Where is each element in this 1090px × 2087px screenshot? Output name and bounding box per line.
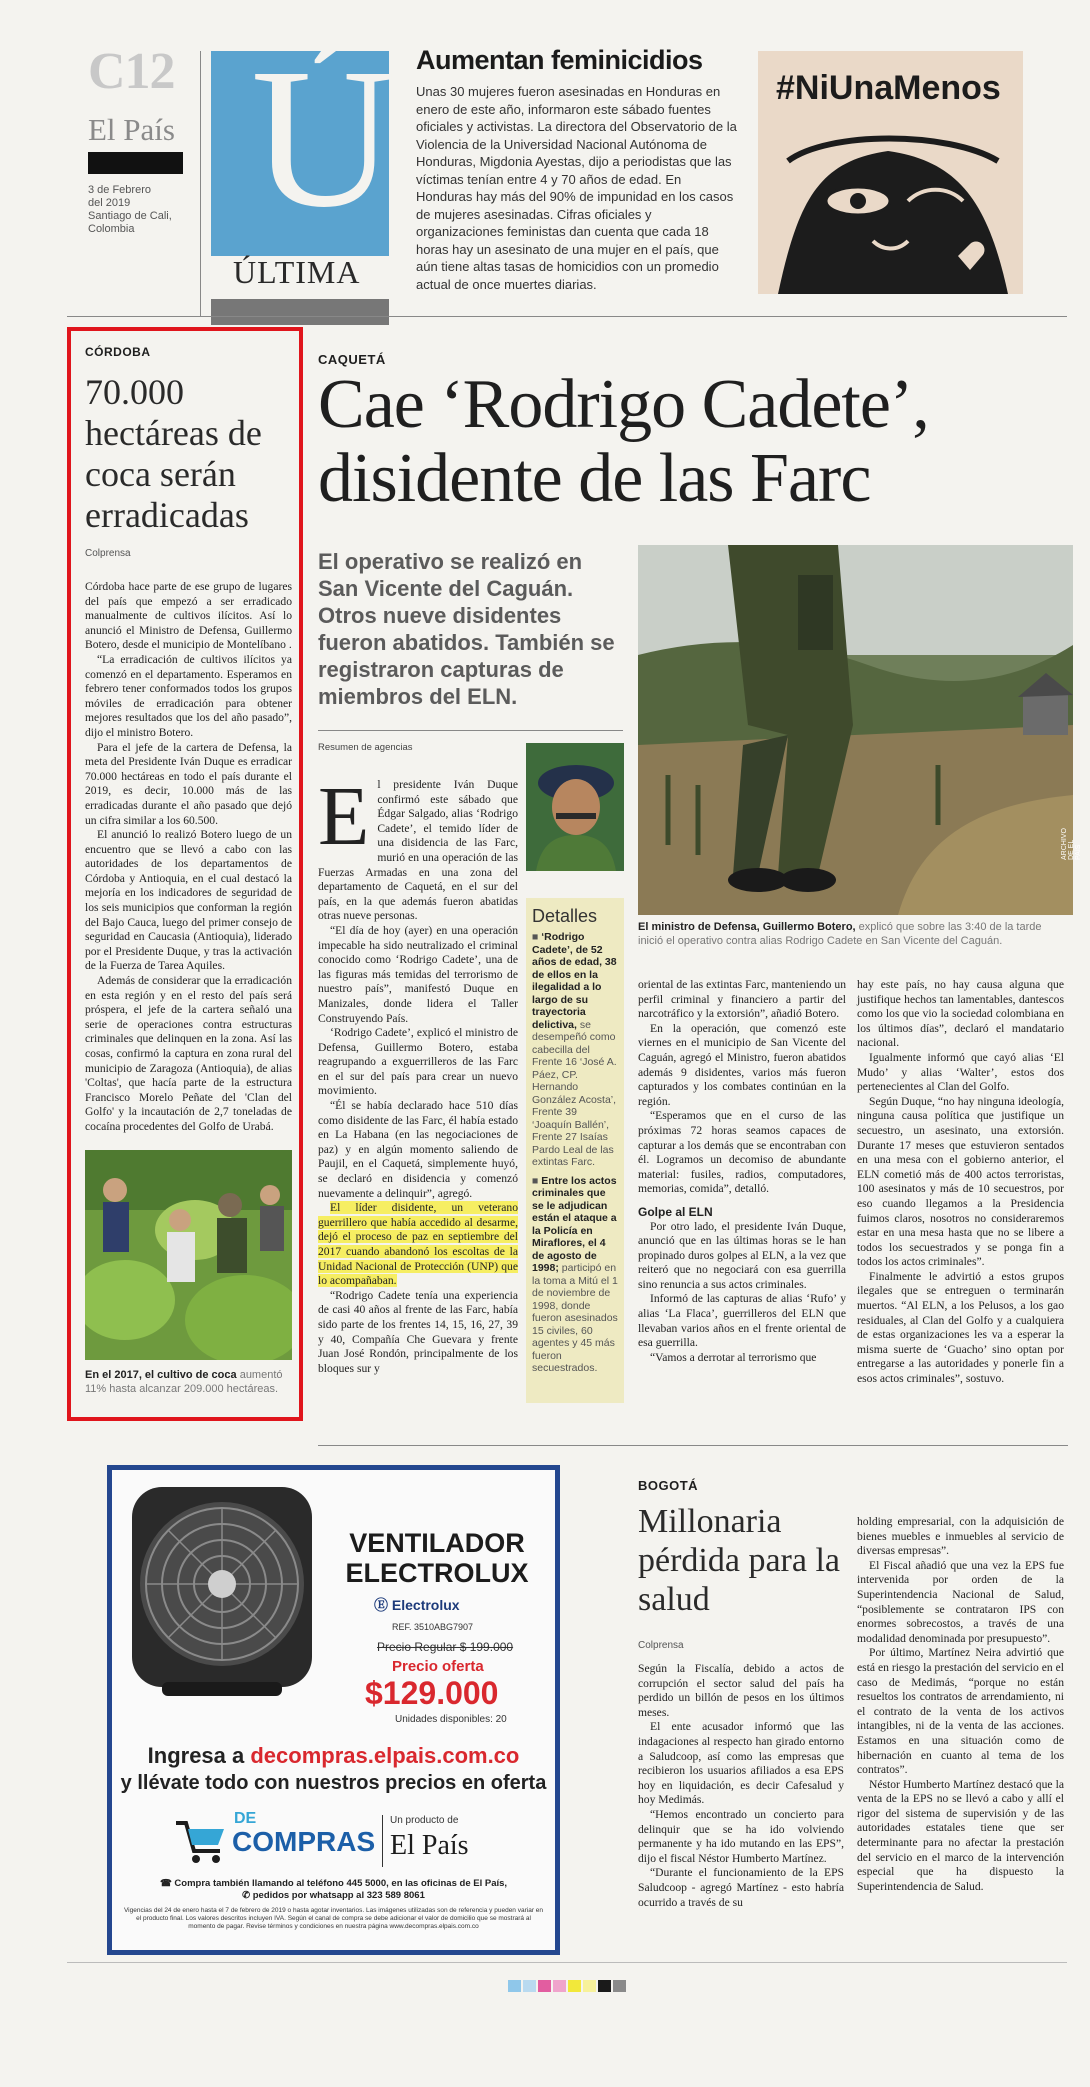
paragraph: “Vamos a derrotar al terrorismo que — [650, 1350, 817, 1364]
soldier-photo — [638, 545, 1073, 915]
whatsapp-icon: ✆ — [242, 1890, 253, 1901]
color-swatch — [538, 1980, 551, 1992]
paragraph: Igualmente informó que cayó alias ‘El Mudo’ y alias ‘Walter’, estos dos pertenecientes al Clan del Golfo. — [857, 1050, 1064, 1094]
color-swatch — [568, 1980, 581, 1992]
left-story-caption: En el 2017, el cultivo de coca aumentó 11% hasta alcanzar 209.000 hectáreas. — [85, 1369, 283, 1395]
left-story-body — [85, 580, 292, 1135]
section-label: ÚLTIMA — [233, 254, 361, 290]
mid-divider — [318, 1445, 1068, 1446]
paragraph: “Esperamos que en el curso de las próximas 72 horas seamos capaces de capturar a los demás que se encontraban con él. Logramos un decomiso de abundante material: fusiles, radios, computadores, memorias, comida”, detalló. — [638, 1109, 846, 1196]
brief-title: Aumentan feminicidios — [416, 45, 703, 75]
paragraph: hay este país, no hay causa alguna que justifique hechos tan lamentables, dantescos como los que vio la sociedad colombiana en los últimos días”, declaró el mandatario nacional. — [857, 978, 1064, 1050]
paragraph: Finalmente le advirtió a estos grupos ilegales que se entreguen o terminarán muertos. “Al ELN, a los Pelusos, a los gao residuales, al Clan del Golfo y a cualquiera de estas organizaciones les va a esperar la misma suerte de ‘Guacho’ sino optan por entregarse a las autoridades y ponerle fin a esos actos criminales”, sostuvo. — [857, 1269, 1064, 1386]
top-divider — [67, 316, 1067, 317]
paragraph: El ente acusador informó que las indagaciones al respecto han girado entorno a Saludcoop, así como las empresas que recibieron los usuarios afiliados a esa EPS hoy en liquidación, es decir Cafesalud y hoy Medimás. — [638, 1720, 844, 1807]
paragraph: “Durante el funcionamiento de la EPS Saludcoop - agregó Martínez - esto habría ocurrido a través de su — [638, 1866, 844, 1909]
main-story-title: Cae ‘Rodrigo Cadete’, disidente de las Farc — [318, 366, 929, 517]
ad-logo-divider — [382, 1815, 383, 1867]
masthead-bar — [88, 152, 183, 174]
portrait-icon — [526, 743, 624, 871]
paragraph: Para el jefe de la cartera de Defensa, la meta del Presidente Iván Duque es erradicar 70.000 hectáreas en todo el país durante el 2019, es decir, 10.000 más de las erradicadas durante el año pasado que dejó un cifra similar a los 60.500. — [85, 740, 292, 827]
ad-url-link[interactable]: decompras.elpais.com.co — [250, 1743, 520, 1768]
art-text: #NiUnaMenos — [776, 69, 1001, 107]
paragraph: Además de considerar que la erradicación en esta región y en el resto del país será próspera, el jefe de la cartera señaló una serie de operaciones contra estructuras criminales que delinquen en la zona. Así las cosas, confirmó la captura en zona rural del municipio de Zaragoza (Antioquia), de alias 'Coltas', que hacía parte de la estructura Francisco Morelo Peñate del 'Clan del Golfo' y la incautación de 2,7 toneladas de cocaína procedentes del Golfo de Urabá. — [85, 974, 292, 1133]
paragraph: “Él se había declarado hace 510 días como disidente de las Farc, él había estado en La Habana (en las negociaciones de paz) y en algún momento saliendo de Paujil, en el Caquetá, simplemente huyó, se declaró en disidencia y comenzó nuevamente a delinquir”, agregó. — [318, 1099, 518, 1200]
left-story-source: Colprensa — [85, 548, 131, 559]
paragraph: Córdoba hace parte de ese grupo de lugares del país que empezó a ser erradicado manualmente de cultivos ilícitos. Así lo anunció el Ministro de Defensa, Guillermo Botero, desde el municipio de Montelíbano . — [85, 580, 292, 652]
left-story-kicker: CÓRDOBA — [85, 345, 151, 359]
main-story-kicker: CAQUETÁ — [318, 352, 386, 367]
details-text: ■ ‘Rodrigo Cadete’, de 52 años de edad, 38 de ellos en la ilegalidad a lo largo de su trayectoria delictiva, se desempeñó como cabecilla del Frente 16 ‘José A. Páez, CP. Hernando González Acosta’, Frente 39 ‘Joaquín Ballén’, Frente 27 Isaías Pardo Leal de las extintas Farc. ■ Entre los actos criminales que se le adjudican están el ataque a la Policía en Miraflores, el 4 de agosto de 1998; participó en la toma a Mitú el 1 de noviembre de 1998, donde fueron asesinados 15 civiles, 60 agentes y 45 más fueron secuestrados. — [532, 931, 618, 1374]
subhead: Golpe al ELN — [638, 1204, 713, 1219]
ad-cta: Ingresa a decompras.elpais.com.co — [147, 1743, 520, 1768]
decompras-logo: COMPRAS — [232, 1826, 376, 1857]
color-swatch — [583, 1980, 596, 1992]
page-number: C12 — [88, 43, 175, 100]
bottom-story-source: Colprensa — [638, 1640, 684, 1651]
electrolux-logo: Ⓔ Electrolux — [374, 1597, 460, 1613]
ad-elpais-logo: El País — [390, 1830, 469, 1861]
deck-divider — [318, 730, 623, 731]
fan-icon — [122, 1482, 322, 1700]
electrolux-fan-ad[interactable] — [107, 1465, 560, 1955]
color-swatch — [598, 1980, 611, 1992]
dropcap: E — [318, 770, 370, 863]
paragraph: Por otro lado, el presidente Iván Duque, anunció que en las últimas horas se le han propinado duros golpes al ELN, a la vez que reiteró que no negociará con esa guerrilla sino renuncia a sus actos criminales. — [638, 1219, 846, 1291]
bottom-story-column-2 — [857, 1515, 1064, 1894]
section-bar — [211, 299, 389, 325]
electrolux-icon: Ⓔ — [374, 1597, 392, 1613]
color-swatch — [508, 1980, 521, 1992]
paragraph: Según la Fiscalía, debido a actos de corrupción el sector salud del país ha perdido un billón de pesos en los últimos meses. — [638, 1662, 844, 1719]
paragraph: “La erradicación de cultivos ilícitos ya comenzó en el departamento. Esperamos en febrero tener conformados todos los grupos móviles de erradicación para obtener mejores resultados que los del año pasado”, dijo el ministro Botero. — [85, 652, 292, 739]
ad-cta-line2: y llévate todo con nuestros precios en oferta — [120, 1772, 547, 1794]
ad-offer-label: Precio oferta — [392, 1658, 484, 1675]
color-swatch — [553, 1980, 566, 1992]
paragraph: En la operación, que comenzó este viernes en el municipio de San Vicente del Caguán, agregó el Ministro, fueron abatidos además 9 disidentes, varios más fueron capturados y los combates continúan en la región. — [638, 1021, 846, 1108]
coca-field-photo — [85, 1150, 292, 1360]
paragraph: El Fiscal añadió que una vez la EPS fue intervenida por orden de la Superintendencia Nacional de Salud, “posiblemente se contrataron IPS con enormes sobrecostos, a través de una modalidad denominada por presupuesto”. — [857, 1558, 1064, 1645]
ad-contact: ☎ Compra también llamando al teléfono 445 5000, en las oficinas de El País, ✆ pedidos por whatsapp al 323 589 8061 — [159, 1878, 508, 1901]
rodrigo-cadete-portrait — [526, 743, 624, 871]
text-highlight: El líder disidente, un veterano guerrillero que había accedido al desarme, dejó el proceso de paz en septiembre del 2017 cuando abandonó los escoltas de la Unidad Nacional de Protección (UNP) que lo acompañaban. — [318, 1201, 518, 1288]
paragraph: Informó de las capturas de alias ‘Rufo’ y alias ‘La Flaca’, guerrilleros del ELN que llevaban varios años en el frente oriental de esa guerrilla. — [638, 1292, 846, 1350]
left-story-title: 70.000 hectáreas de coca serán erradicadas — [85, 372, 262, 535]
paragraph: “Hemos encontrado un concierto para delinquir que se ha ido volviendo permanente y ha ido mutando en las EPS”, dijo el fiscal Néstor Humberto Martínez. — [638, 1807, 844, 1865]
main-story-column-3 — [857, 978, 1064, 1387]
paragraph: oriental de las extintas Farc, manteniendo un perfil criminal y financiero a partir del narcotráfico y la extorsión”, añadió Botero. — [638, 978, 846, 1021]
print-color-strip — [508, 1980, 626, 1992]
paragraph: holding empresarial, con la adquisición de bienes muebles e inmuebles al servicio de diversas empresas”. — [857, 1515, 1064, 1558]
paragraph: ‘Rodrigo Cadete’, explicó el ministro de Defensa, Guillermo Botero, estaba reagrupando a exguerrilleros de las Farc en el sur del país para crear un nuevo movimiento. — [318, 1026, 518, 1098]
details-title: Detalles — [532, 906, 598, 926]
ad-reference: REF. 3510ABG7907 — [392, 1622, 474, 1632]
paragraph: El anunció lo realizó Botero luego de un encuentro que se llevó a cabo con las autoridades de los departamentos de Córdoba y Antioquia, en el cual destacó la mejoría en los indicadores de seguridad de los seis municipios que conforman la región del Bajo Cauca, luego del primer consejo de seguridad en Caucasia (Antioquia), liderado por el Presidente Duque, y tras la activación de la Fuerza de Tarea Aquiles. — [85, 828, 292, 973]
bottom-story-title: Millonaria pérdida para la salud — [638, 1503, 840, 1618]
decompras-logo-de: DE — [234, 1810, 257, 1827]
ad-old-price: Precio Regular $ 199.000 — [377, 1640, 514, 1654]
color-swatch — [523, 1980, 536, 1992]
main-story-source: Resumen de agencias — [318, 742, 413, 753]
color-swatch — [613, 1980, 626, 1992]
ad-price: $129.000 — [365, 1675, 499, 1711]
highlighted-paragraph — [318, 1201, 518, 1289]
photo-credit: ARCHIVO DE EL PAÍS — [1061, 828, 1082, 860]
main-story-deck: El operativo se realizó en San Vicente del Caguán. Otros nueve disidentes fueron abatidos. También se registraron capturas de miembros del ELN. — [318, 549, 615, 709]
paragraph: Según Duque, “no hay ninguna ideología, ninguna causa política que justifique un secuestro, un asesinato, una extorsión. Durante 17 meses que estuvieron sentados en una mesa con el gobierno anterior, el ELN cometió más de 400 actos terroristas, 100 asesinatos y más de 10 secuestros, por eso cuando llegamos a la Presidencia fuimos claros, nosotros no consideraremos estar en una mesa hasta que no se libere a todos los secuestrados y se ponga fin a todos los actos criminales”. — [857, 1094, 1064, 1269]
ad-fine-print: Vigencias del 24 de enero hasta el 7 de febrero de 2019 o hasta agotar inventarios. Las imágenes utilizadas son de referencia y pueden variar en el producto final. Los valores descritos incluyen IVA. Según el canal de compra se debe adicionar el valor de domicilio que se mostrará al momento de pagar. Revise términos y condiciones en nuestra página www.decompras.elpais.com.co — [123, 1907, 544, 1930]
section-logo — [211, 28, 396, 294]
main-story-column-1 — [318, 770, 518, 1376]
dateline: 3 de Febrero del 2019 Santiago de Cali, Colombia — [88, 184, 172, 235]
details-box — [526, 898, 624, 1403]
brief-text: Unas 30 mujeres fueron asesinadas en Honduras en enero de este año, informaron este sábado fuentes oficiales y activistas. La directora del Observatorio de la Violencia de la Universidad Nacional Autónoma de Honduras, Migdonia Ayestas, dijo a periodistas que las víctimas tenían entre 4 y 70 años de edad. En Honduras hay más del 90% de impunidad en los casos de mujeres asesinadas. Cifras oficiales y organizaciones feministas dan cuenta que cada 18 horas hay un asesinato de una mujer en el país, que aún tiene altas tasas de homicidios con un promedio actual de once muertes diarias. — [416, 84, 737, 292]
ad-units: Unidades disponibles: 20 — [395, 1714, 507, 1725]
bottom-story-kicker: BOGOTÁ — [638, 1478, 699, 1493]
ni-una-menos-illustration — [758, 51, 1023, 294]
illustration-icon — [758, 51, 1023, 294]
phone-icon: ☎ — [159, 1878, 175, 1889]
paper-name: El País — [88, 112, 175, 147]
ad-product-name: VENTILADOR ELECTROLUX — [345, 1528, 529, 1588]
masthead-divider — [200, 51, 201, 316]
lead-paragraph: El presidente Iván Duque confirmó este sábado que Édgar Salgado, alias ‘Rodrigo Cadete’, el temido líder de una disidencia de las Farc, murió en una operación de las Fuerzas Armadas en una zona del departamento de Caquetá, en el sur del país, en la que además fueron abatidas otras nueve personas. — [318, 770, 518, 923]
paragraph: “El día de hoy (ayer) en una operación impecable ha sido neutralizado el criminal conocido como ‘Rodrigo Cadete’, una de las figuras más temidas del terrorismo de nuestro país”, manifestó Duque en Manizales, donde lidera el Taller Construyendo País. — [318, 923, 518, 1025]
soldier-photo-icon — [638, 545, 1073, 915]
bottom-divider — [67, 1962, 1067, 1963]
coca-photo-icon — [85, 1150, 292, 1360]
paragraph: Néstor Humberto Martínez destacó que la venta de la EPS no se llevó a cabo y allí el rigor del sistema de supervisión y de las autoridades estatales tiene que ser determinante para no afectar la prestación del servicio en el marco de la intervención especial que ha dispuesto la Superintendencia de Salud. — [857, 1777, 1064, 1893]
main-photo-caption: El ministro de Defensa, Guillermo Botero, explicó que sobre las 3:40 de la tarde inició el operativo contra alias Rodrigo Cadete en San Vicente del Caguán. — [638, 921, 1042, 947]
ad-producto-de: Un producto de — [390, 1815, 459, 1826]
fan-image — [122, 1482, 322, 1700]
shopping-cart-icon — [172, 1813, 227, 1868]
section-letter: Ú — [251, 28, 396, 249]
bottom-story-column-1 — [638, 1662, 844, 1910]
paragraph: “Rodrigo Cadete tenía una experiencia de casi 40 años al frente de las Farc, había sido parte de los frentes 14, 15, 16, 27, 39 y 40, Compañía Che Guevara y frente Juan José Rondón, principalmente de los bloques sur y — [318, 1288, 518, 1375]
main-story-column-2 — [638, 978, 846, 1365]
paragraph: Por último, Martínez Neira advirtió que está en riesgo la prestación del servicio en el caso de Medimás, “porque no están resueltos los contratos de arrendamiento, ni el contrato de la venta de los activos intangibles, ni de la venta de las acciones. Estamos en una situación como de hibernación en cuanto al tema de los contratos”. — [857, 1646, 1064, 1777]
